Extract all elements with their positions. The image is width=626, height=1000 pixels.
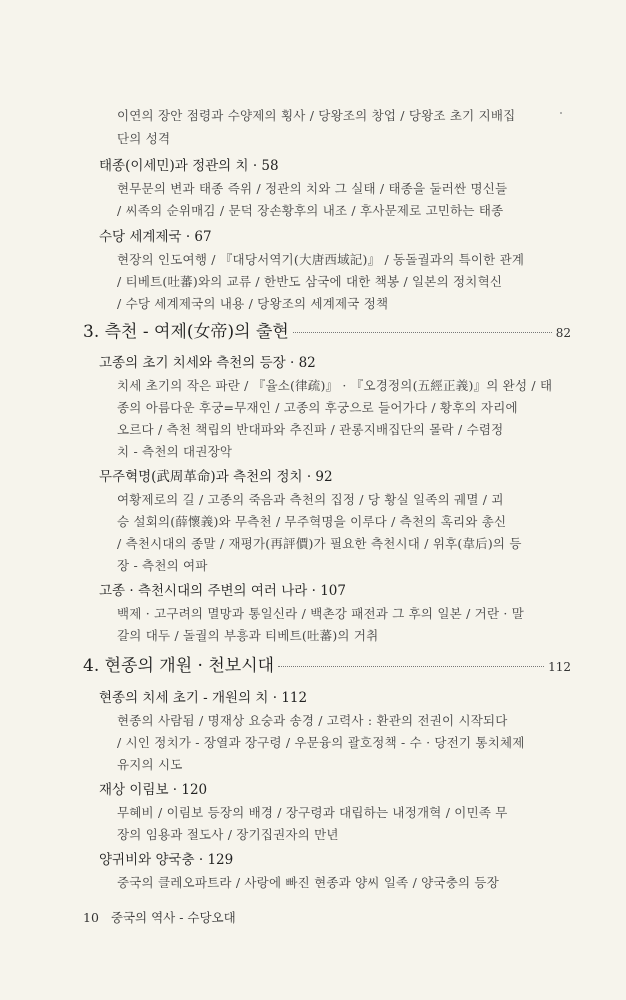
toc-body-line: 이연의 장안 점령과 수양제의 횡사 / 당왕조의 창업 / 당왕조 초기 지배집 xyxy=(117,108,516,123)
toc-body-line: 중국의 클레오파트라 / 사랑에 빠진 현종과 양씨 일족 / 양국충의 등장 xyxy=(117,875,499,890)
toc-body-line: 장의 임용과 절도사 / 장기집권자의 만년 xyxy=(117,827,339,842)
dot-leader xyxy=(293,332,552,333)
section-heading: 양귀비와 양국충 · 129 xyxy=(99,852,234,868)
section-heading: 재상 이림보 · 120 xyxy=(99,782,208,798)
toc-body-line: 여황제로의 길 / 고종의 죽음과 측천의 집정 / 당 황실 일족의 궤멸 / 괴 xyxy=(117,492,504,507)
toc-body-line: 무혜비 / 이림보 등장의 배경 / 장구령과 대립하는 내정개혁 / 이민족 무 xyxy=(117,805,508,820)
page-footer xyxy=(83,910,236,926)
toc-body-line: 오르다 / 측천 책립의 반대파와 추진파 / 관롱지배집단의 몰락 / 수렴정 xyxy=(117,422,504,437)
chapter-heading xyxy=(83,655,571,678)
chapter-heading xyxy=(83,321,571,344)
toc-body-line: 단의 성격 xyxy=(117,131,171,146)
section-heading: 무주혁명(武周革命)과 측천의 정치 · 92 xyxy=(99,469,333,485)
toc-body-line: 현장의 인도여행 / 『대당서역기(大唐西域記)』 / 동돌궐과의 특이한 관계 xyxy=(117,252,525,267)
toc-body-line: / 씨족의 순위매김 / 문덕 장손황후의 내조 / 후사문제로 고민하는 태종 xyxy=(117,203,504,218)
chapter-title: 4. 현종의 개원 · 천보시대 xyxy=(83,656,275,676)
section-heading: 고종의 초기 치세와 측천의 등장 · 82 xyxy=(99,355,316,371)
toc-body-line: 치 - 측천의 대권장악 xyxy=(117,444,233,459)
chapter-title: 3. 측천 - 여제(女帝)의 출현 xyxy=(83,322,289,342)
print-speck xyxy=(560,112,562,114)
toc-body-line: 현무문의 변과 태종 즉위 / 정관의 치와 그 실태 / 태종을 둘러싼 명신들 xyxy=(117,181,508,196)
toc-body-line: / 티베트(吐蕃)와의 교류 / 한반도 삼국에 대한 책봉 / 일본의 정치혁신 xyxy=(117,274,503,289)
dot-leader xyxy=(278,666,544,667)
chapter-page-number: 82 xyxy=(555,326,571,340)
toc-body-line: / 측천시대의 종말 / 재평가(再評價)가 필요한 측천시대 / 위후(韋后)의 등 xyxy=(117,536,522,551)
toc-body-line: 유지의 시도 xyxy=(117,757,183,772)
toc-body-line: 종의 아름다운 후궁=무재인 / 고종의 후궁으로 들어가다 / 황후의 자리에 xyxy=(117,400,518,415)
toc-body-line: 현종의 사람됨 / 명재상 요숭과 송경 / 고력사 : 환관의 전권이 시작되다 xyxy=(117,713,508,728)
running-title: 중국의 역사 - 수당오대 xyxy=(110,910,236,925)
toc-body-line: 갈의 대두 / 돌궐의 부흥과 티베트(吐蕃)의 거취 xyxy=(117,628,379,643)
section-heading: 태종(이세민)과 정관의 치 · 58 xyxy=(99,158,279,174)
section-heading: 수당 세계제국 · 67 xyxy=(99,229,212,245)
toc-body-line: / 수당 세계제국의 내용 / 당왕조의 세계제국 정책 xyxy=(117,296,389,311)
toc-body-line: / 시인 정치가 - 장열과 장구령 / 우문융의 괄호정책 - 수 · 당전기 통치체제 xyxy=(117,735,525,750)
toc-body-line: 승 설회의(薛懷義)와 무측천 / 무주혁명을 이루다 / 측천의 혹리와 총신 xyxy=(117,514,507,529)
chapter-page-number: 112 xyxy=(548,660,571,674)
toc-body-line: 치세 초기의 작은 파란 / 『율소(律疏)』 · 『오경정의(五經正義)』의 완성 / 태 xyxy=(117,378,553,393)
toc-body-line: 장 - 측천의 여파 xyxy=(117,558,208,573)
section-heading: 현종의 치세 초기 - 개원의 치 · 112 xyxy=(99,690,308,706)
page-number: 10 xyxy=(83,910,99,925)
toc-body-line: 백제 · 고구려의 멸망과 통일신라 / 백촌강 패전과 그 후의 일본 / 거란 · 말 xyxy=(117,606,525,621)
section-heading: 고종 · 측천시대의 주변의 여러 나라 · 107 xyxy=(99,583,346,599)
